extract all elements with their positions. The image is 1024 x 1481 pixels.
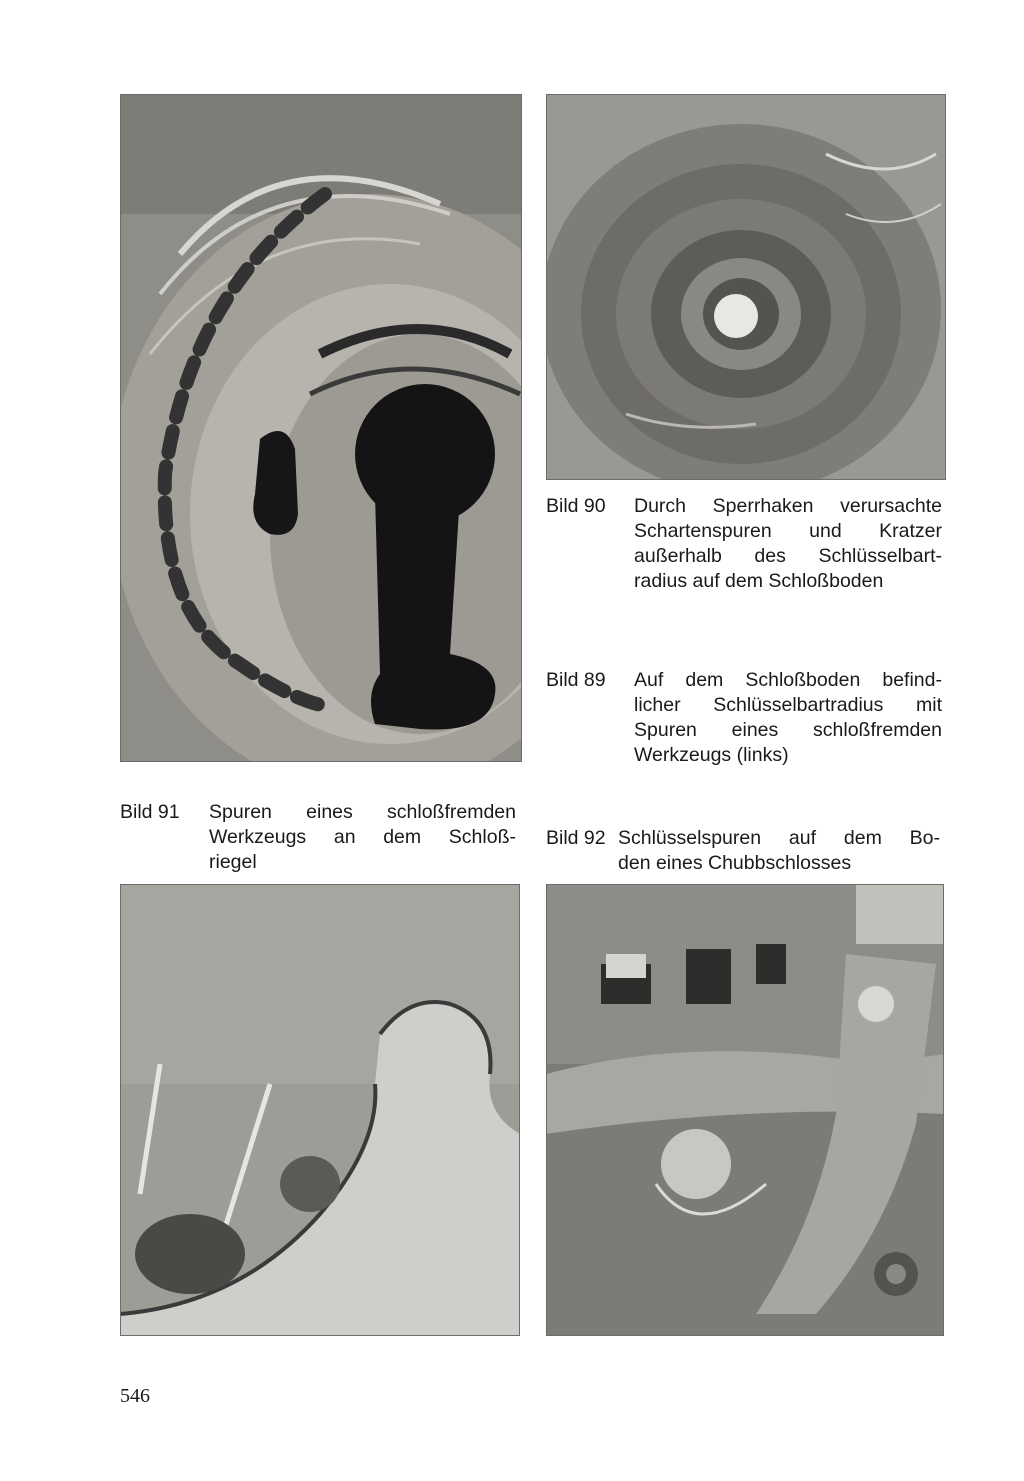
caption-line: Spuren eines schloßfremden bbox=[634, 719, 942, 741]
caption-line: Durch Sperrhaken verursachte bbox=[634, 495, 942, 517]
photo-bild-90 bbox=[546, 94, 946, 480]
caption-line: riegel bbox=[209, 851, 257, 873]
caption-line: außerhalb des Schlüsselbart- bbox=[634, 545, 942, 567]
caption-label: Bild 91 bbox=[120, 801, 180, 823]
page-number: 546 bbox=[120, 1385, 150, 1407]
caption-line: Schlüsselspuren auf dem Bo- bbox=[618, 827, 940, 849]
caption-line: Schartenspuren und Kratzer bbox=[634, 520, 942, 542]
caption-line: radius auf dem Schloßboden bbox=[634, 570, 884, 592]
caption-line: Werkzeugs an dem Schloß- bbox=[209, 826, 516, 848]
caption-label: Bild 92 bbox=[546, 827, 606, 849]
photo-bild-91 bbox=[120, 884, 520, 1336]
caption-line: Spuren eines schloßfremden bbox=[209, 801, 516, 823]
caption-line: Auf dem Schloßboden befind- bbox=[634, 669, 942, 691]
photo-bild-89 bbox=[120, 94, 522, 762]
caption-line: Werkzeugs (links) bbox=[634, 744, 789, 766]
caption-label: Bild 90 bbox=[546, 495, 606, 517]
caption-label: Bild 89 bbox=[546, 669, 606, 691]
caption-line: den eines Chubbschlosses bbox=[618, 852, 852, 874]
caption-line: licher Schlüsselbartradius mit bbox=[634, 694, 942, 716]
photo-bild-92 bbox=[546, 884, 944, 1336]
